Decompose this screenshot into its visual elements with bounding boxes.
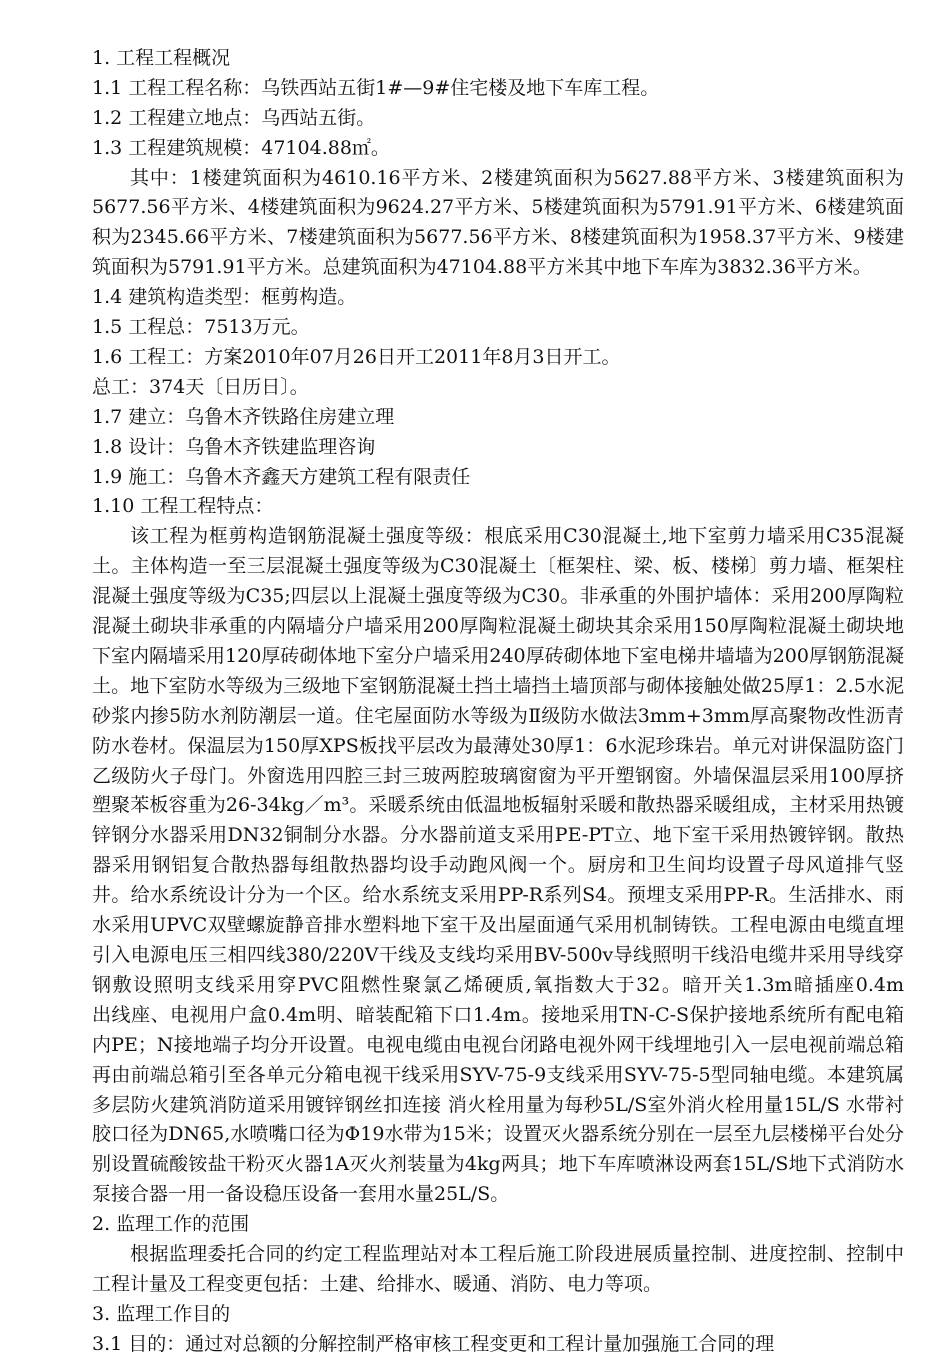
- heading-3: 3. 监理工作目的: [92, 1302, 231, 1325]
- heading-2: 2. 监理工作的范围: [92, 1213, 250, 1236]
- item-3-1: 3.1 目的：通过对总额的分解控制严格审核工程变更和工程计量加强施工合同的理: [92, 1332, 775, 1355]
- para-scope: 根据监理委托合同的约定工程监理站对本工程后施工阶段进展质量控制、进度控制、控制中工程计量及工程变更包括：土建、给排水、暖通、消防、电力等项。: [92, 1243, 904, 1295]
- item-1-7: 1.7 建立：乌鲁木齐铁路住房建立理: [92, 405, 395, 428]
- item-1-3: 1.3 工程建筑规模：47104.88㎡。: [92, 136, 390, 159]
- item-1-1: 1.1 工程工程名称：乌铁西站五街1#—9#住宅楼及地下车库工程。: [92, 76, 660, 99]
- item-total-days: 总工：374天〔日历日〕。: [92, 375, 309, 398]
- item-1-9: 1.9 施工：乌鲁木齐鑫天方建筑工程有限责任: [92, 465, 471, 488]
- item-1-5: 1.5 工程总：7513万元。: [92, 316, 310, 339]
- heading-1: 1. 工程工程概况: [92, 47, 231, 69]
- item-1-6: 1.6 工程工：方案2010年07月26日开工2011年8月3日开工。: [92, 345, 621, 368]
- para-features: 该工程为框剪构造钢筋混凝土强度等级：根底采用C30混凝土,地下室剪力墙采用C35混凝土。主体构造一至三层混凝土强度等级为C30混凝土〔框架柱、梁、板、楼梯〕剪力墙、框架柱混凝土强度等级为C35;四层以上混凝土强度等级为C30。非承重的外围护墙体：采用200厚陶粒混凝土砌块非承重的内隔墙分户墙采用200厚陶粒混凝土砌块其余采用150厚陶粒混凝土砌块地下室内隔墙采用120厚砖砌体地下室分户墙采用240厚砖砌体地下室电梯井墙墙为200厚钢筋混凝土。地下室防水等级为三级地下室钢筋混凝土挡土墙挡土墙顶部与砌体接触处做25厚1：2.5水泥砂浆内掺5防水剂防潮层一道。住宅屋面防水等级为Ⅱ级防水做法3mm+3mm厚高聚物改性沥青防水卷材。保温层为150厚XPS板找平层改为最薄处30厚1：6水泥珍珠岩。单元对讲保温防盗门乙级防火子母门。外窗选用四腔三封三玻两腔玻璃窗窗为平开塑钢窗。外墙保温层采用100厚挤塑聚苯板容重为26-34kg／m³。采暖系统由低温地板辐射采暖和散热器采暖组成，主材采用热镀锌钢分水器采用DN32铜制分水器。分水器前道支采用PE-PT立、地下室干采用热镀锌钢。散热器采用钢铝复合散热器每组散热器均设手动跑风阀一个。厨房和卫生间均设置子母风道排气竖井。给水系统设计分为一个区。给水系统支采用PP-R系列S4。预埋支采用PP-R。生活排水、雨水采用UPVC双壁螺旋静音排水塑料地下室干及出屋面通气采用机制铸铁。工程电源由电缆直埋引入电源电压三相四线380/220V干线及支线均采用BV-500v导线照明干线沿电缆井采用导线穿钢敷设照明支线采用穿PVC阻燃性聚氯乙烯硬质,氧指数大于32。暗开关1.3m暗插座0.4m 出线座、电视用户盒0.4m明、暗装配箱下口1.4m。接地采用TN-C-S保护接地系统所有配电箱内PE；N接地端子均分开设置。电视电缆由电视台闭路电视外网干线埋地引入一层电视前端总箱再由前端总箱引至各单元分箱电视干线采用SYV-75-9支线采用SYV-75-5型同轴电缆。本建筑属多层防火建筑消防道采用镀锌钢丝扣连接 消火栓用量为每秒5L/S室外消火栓用量15L/S 水带衬胶口径为DN65,水喷嘴口径为Φ19水带为15米；设置灭火器系统分别在一层至九层楼梯平台处分别设置硫酸铵盐干粉灭火器1A灭火剂装量为4kg两具；地下车库喷淋设两套15L/S地下式消防水泵接合器一用一备设稳压设备一套用水量25L/S。: [92, 525, 943, 1206]
- item-1-2: 1.2 工程建立地点：乌西站五街。: [92, 106, 376, 129]
- item-1-10: 1.10 工程工程特点：: [92, 495, 274, 518]
- item-1-4: 1.4 建筑构造类型：框剪构造。: [92, 286, 357, 309]
- para-areas: 其中：1楼建筑面积为4610.16平方米、2楼建筑面积为5627.88平方米、3楼建筑面积为5677.56平方米、4楼建筑面积为9624.27平方米、5楼建筑面积为5791.91平方米、6楼建筑面积为2345.66平方米、7楼建筑面积为5677.56平方米、8楼建筑面积为1958.37平方米、9楼建筑面积为5791.91平方米。总建筑面积为47104.88平方米其中地下车库为3832.36平方米。: [92, 166, 904, 279]
- item-1-8: 1.8 设计：乌鲁木齐铁建监理咨询: [92, 435, 376, 458]
